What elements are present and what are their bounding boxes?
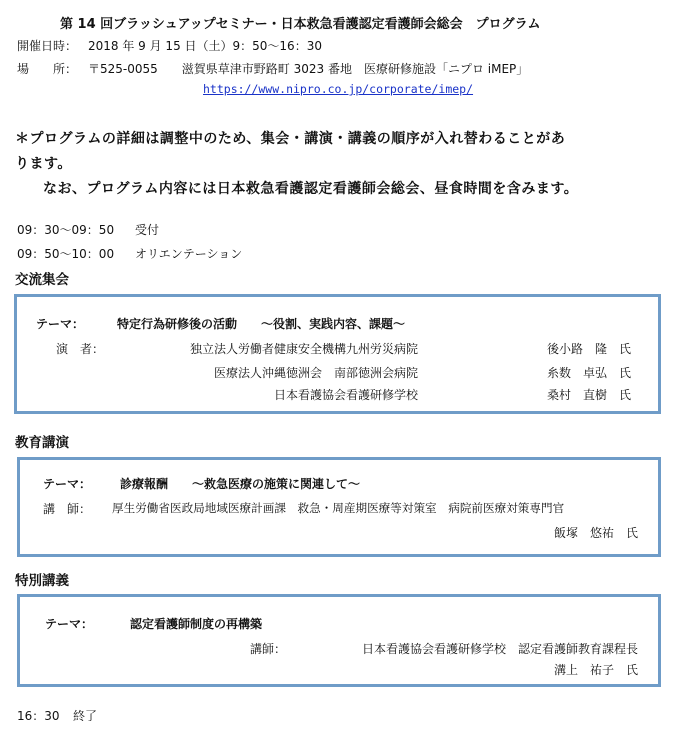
section-heading-exchange: 交流集会 bbox=[15, 272, 69, 288]
speaker-org: 独立法人労働者健康安全機構九州労災病院 bbox=[189, 342, 418, 356]
lecturer-org: 日本看護協会看護研修学校 認定看護師教育課程長 bbox=[361, 642, 638, 656]
section-heading-education: 教育講演 bbox=[15, 435, 69, 451]
note-line-3: なお、プログラム内容には日本救急看護認定看護師会総会、昼食時間を含みます。 bbox=[43, 181, 579, 197]
theme-text: 特定行為研修後の活動 〜役割、実践内容、課題〜 bbox=[117, 317, 406, 331]
theme-label: テーマ： bbox=[45, 617, 94, 631]
note-line-1: ＊プログラムの詳細は調整中のため、集会・講演・講義の順序が入れ替わることがあ bbox=[15, 131, 566, 147]
special-box bbox=[17, 594, 661, 687]
date-value: 2018 年 9 月 15 日（土）9：50〜16：30 bbox=[88, 39, 322, 53]
speaker-name: 糸数 卓弘 氏 bbox=[547, 366, 632, 380]
place-value: 〒525-0055 滋賀県草津市野路町 3023 番地 医療研修施設「ニプロ iMEP」 bbox=[88, 62, 529, 76]
speaker-org: 医療法人沖縄徳洲会 南部徳洲会病院 bbox=[213, 366, 418, 380]
theme-text: 認定看護師制度の再構築 bbox=[130, 617, 263, 631]
speaker-org: 日本看護協会看護研修学校 bbox=[273, 388, 418, 402]
end-label: 終了 bbox=[73, 709, 98, 723]
schedule-item: オリエンテーション bbox=[135, 247, 243, 261]
schedule-item: 受付 bbox=[135, 223, 160, 237]
schedule-time: 09：50〜10：00 bbox=[17, 247, 115, 261]
theme-label: テーマ： bbox=[36, 317, 85, 331]
education-box bbox=[17, 457, 661, 557]
page-title: 第 14 回ブラッシュアップセミナー・日本救急看護認定看護師会総会 プログラム bbox=[60, 17, 541, 32]
speaker-name: 後小路 隆 氏 bbox=[547, 342, 632, 356]
section-heading-special: 特別講義 bbox=[15, 573, 69, 589]
theme-label: テーマ： bbox=[43, 477, 92, 491]
theme-text: 診療報酬 〜救急医療の施策に関連して〜 bbox=[120, 477, 361, 491]
exchange-box bbox=[14, 294, 661, 414]
speakers-label: 演 者： bbox=[56, 342, 105, 356]
lecturer-label: 講 師： bbox=[43, 502, 92, 516]
lecturer-org: 厚生労働省医政局地域医療計画課 救急・周産期医療等対策室 病院前医療対策専門官 bbox=[112, 501, 565, 515]
schedule-time: 09：30〜09：50 bbox=[17, 223, 115, 237]
place-label: 場 所： bbox=[17, 62, 78, 76]
speaker-name: 桑村 直樹 氏 bbox=[547, 388, 632, 402]
lecturer-name: 飯塚 悠祐 氏 bbox=[553, 526, 638, 540]
end-time: 16：30 bbox=[17, 709, 60, 723]
lecturer-name: 溝上 祐子 氏 bbox=[553, 663, 638, 677]
lecturer-label: 講師： bbox=[250, 642, 287, 656]
venue-link[interactable]: https://www.nipro.co.jp/corporate/imep/ bbox=[203, 82, 474, 96]
date-label: 開催日時： bbox=[17, 39, 78, 53]
note-line-2: ります。 bbox=[15, 156, 72, 172]
